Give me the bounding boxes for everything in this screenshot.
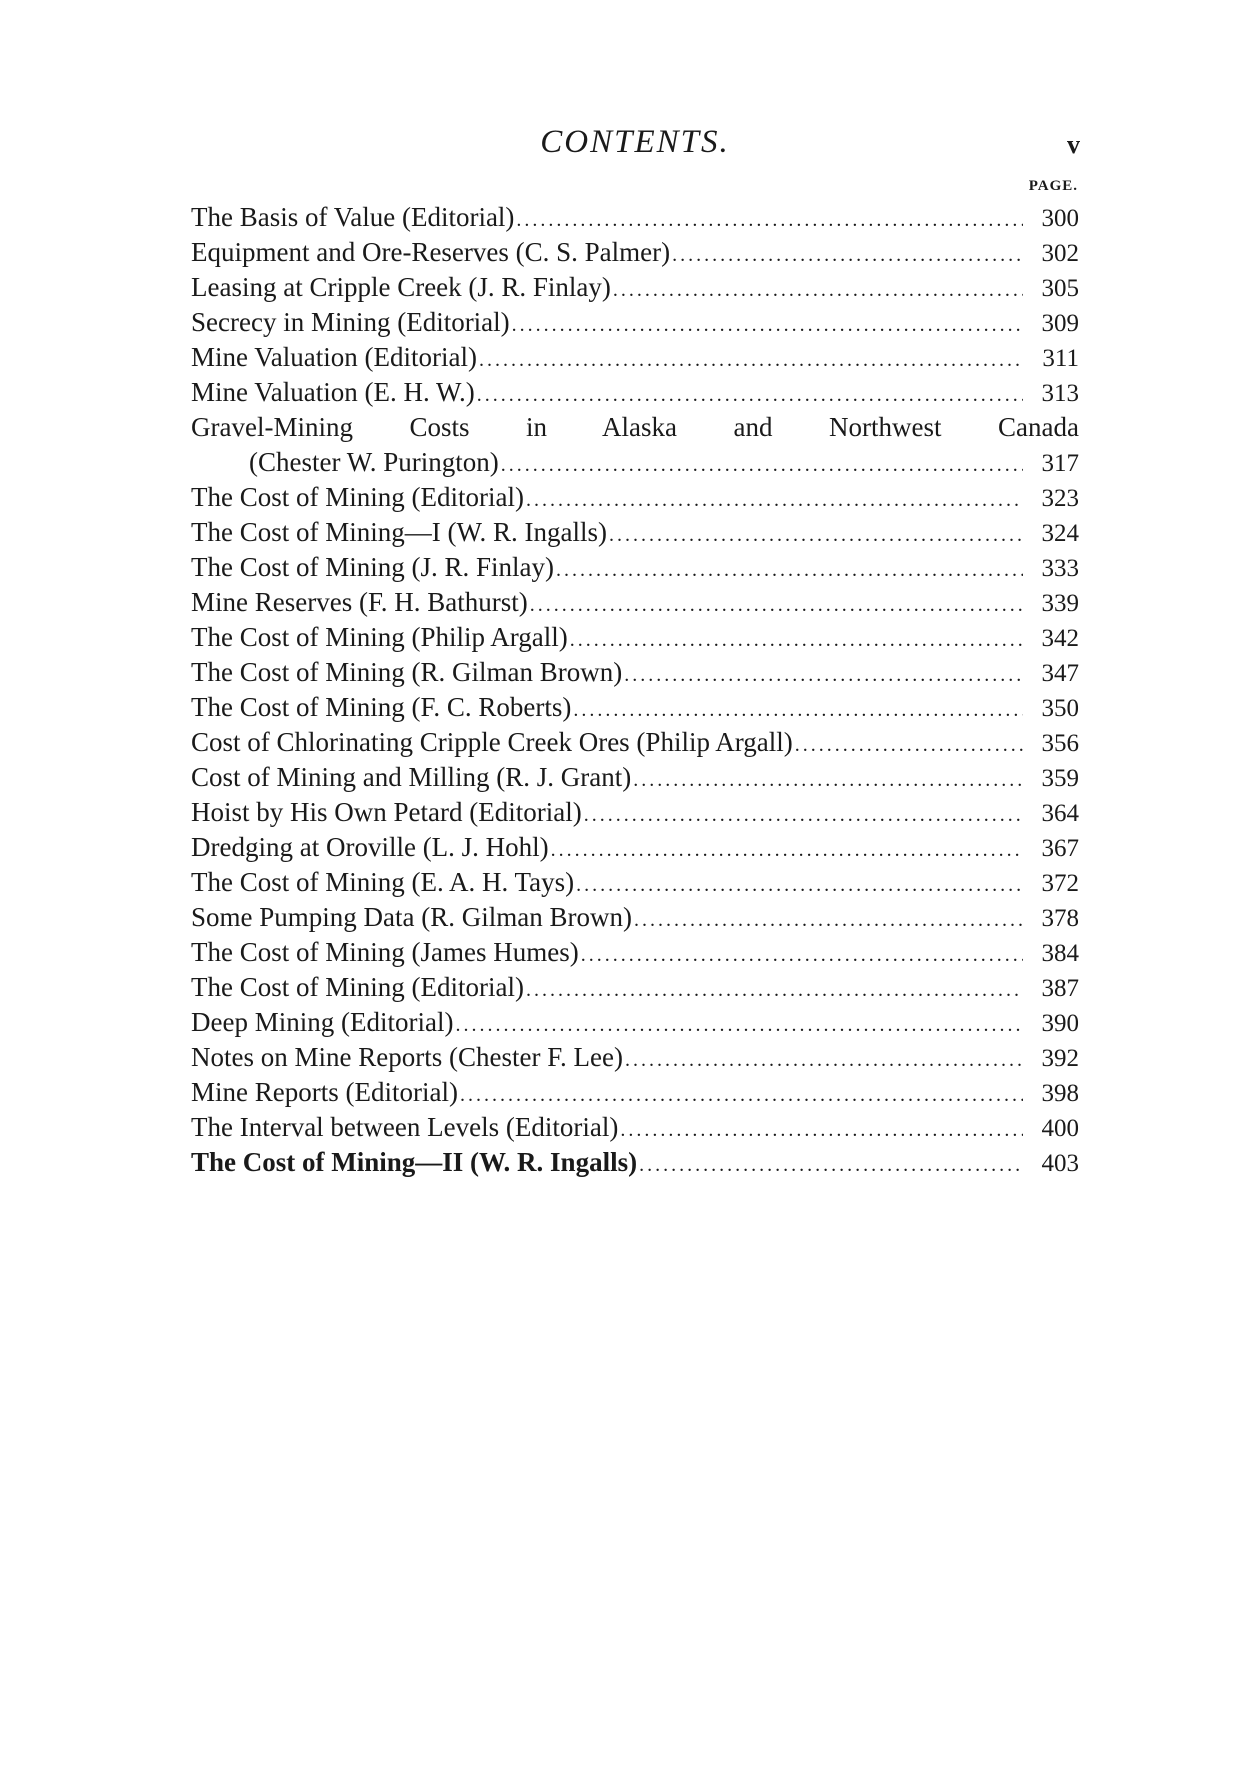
toc-entry-page: 350 (1041, 695, 1079, 722)
dot-leader (639, 1148, 1023, 1183)
toc-entry-page: 400 (1041, 1115, 1079, 1142)
dot-leader (573, 693, 1023, 728)
toc-entry-title: The Cost of Mining—I (W. R. Ingalls) (191, 517, 607, 547)
toc-entry-page: 392 (1041, 1045, 1079, 1072)
dot-leader (672, 238, 1023, 273)
toc-entry (191, 690, 1079, 725)
toc-entry-page: 364 (1041, 800, 1079, 827)
table-of-contents (191, 200, 1079, 1180)
toc-entry-title: Secrecy in Mining (Editorial) (191, 307, 510, 337)
toc-entry-page: 323 (1041, 485, 1079, 512)
toc-entry-title: Mine Valuation (E. H. W.) (191, 377, 475, 407)
toc-entry-page: 300 (1041, 205, 1079, 232)
dot-leader (455, 1008, 1023, 1043)
toc-entry-title: Dredging at Oroville (L. J. Hohl) (191, 832, 549, 862)
toc-entry-title: The Cost of Mining (F. C. Roberts) (191, 692, 572, 722)
toc-entry (191, 935, 1079, 970)
toc-entry-page: 324 (1041, 520, 1079, 547)
toc-entry-page: 403 (1041, 1150, 1079, 1177)
toc-entry-title: Deep Mining (Editorial) (191, 1007, 454, 1037)
toc-entry (191, 480, 1079, 515)
toc-entry-title: Equipment and Ore-Reserves (C. S. Palmer) (191, 237, 671, 267)
toc-entry-page: 302 (1041, 240, 1079, 267)
dot-leader (625, 1043, 1023, 1078)
toc-entry-title: (Chester W. Purington) (249, 447, 499, 477)
toc-entry (191, 200, 1079, 235)
toc-entry-page: 313 (1041, 380, 1079, 407)
toc-entry-page: 309 (1041, 310, 1079, 337)
toc-entry (191, 760, 1079, 795)
toc-entry-page: 311 (1042, 345, 1079, 372)
toc-entry (191, 970, 1079, 1005)
toc-entry (191, 795, 1079, 830)
toc-entry-title: The Cost of Mining (Editorial) (191, 482, 524, 512)
dot-leader (609, 518, 1023, 553)
toc-entry-title: The Cost of Mining (Editorial) (191, 972, 524, 1002)
toc-entry-title: Notes on Mine Reports (Chester F. Lee) (191, 1042, 623, 1072)
toc-entry (191, 830, 1079, 865)
toc-entry (191, 1005, 1079, 1040)
toc-entry (191, 340, 1079, 375)
dot-leader (795, 728, 1023, 763)
toc-entry (191, 1040, 1079, 1075)
dot-leader (477, 378, 1023, 413)
toc-entry (191, 235, 1079, 270)
toc-entry-title: Leasing at Cripple Creek (J. R. Finlay) (191, 272, 611, 302)
dot-leader (570, 623, 1023, 658)
dot-leader (584, 798, 1023, 833)
page-number: v (1067, 130, 1080, 159)
toc-entry-title: The Cost of Mining (J. R. Finlay) (191, 552, 554, 582)
toc-entry-page: 367 (1041, 835, 1079, 862)
dot-leader (501, 448, 1023, 483)
page-column-label: PAGE. (1028, 178, 1078, 194)
toc-entry (191, 1145, 1079, 1180)
toc-entry (191, 865, 1079, 900)
toc-entry (191, 1110, 1079, 1145)
toc-entry-page: 333 (1041, 555, 1079, 582)
dot-leader (526, 973, 1023, 1008)
toc-entry-title: Cost of Mining and Milling (R. J. Grant) (191, 762, 632, 792)
toc-entry-title: The Interval between Levels (Editorial) (191, 1112, 619, 1142)
toc-entry-line (191, 410, 1079, 445)
toc-entry-title: The Cost of Mining (James Humes) (191, 937, 579, 967)
toc-entry-title: Hoist by His Own Petard (Editorial) (191, 797, 582, 827)
dot-leader (634, 903, 1023, 938)
running-head (190, 124, 1080, 164)
toc-entry-title: The Basis of Value (Editorial) (191, 202, 515, 232)
toc-entry (191, 655, 1079, 690)
dot-leader (556, 553, 1023, 588)
toc-entry (191, 620, 1079, 655)
dot-leader (576, 868, 1023, 903)
toc-entry (191, 305, 1079, 340)
dot-leader (624, 658, 1023, 693)
dot-leader (460, 1078, 1023, 1113)
toc-entry-page: 342 (1041, 625, 1079, 652)
dot-leader (479, 343, 1023, 378)
dot-leader (633, 763, 1023, 798)
toc-entry-title: The Cost of Mining—II (W. R. Ingalls) (191, 1147, 638, 1177)
toc-entry-page: 372 (1041, 870, 1079, 897)
toc-entry (191, 515, 1079, 550)
toc-entry-title: Gravel-Mining Costs in Alaska and Northwest Canada (191, 412, 1079, 442)
toc-entry-page: 387 (1041, 975, 1079, 1002)
toc-entry (191, 270, 1079, 305)
toc-entry-page: 305 (1041, 275, 1079, 302)
toc-entry-title: The Cost of Mining (Philip Argall) (191, 622, 568, 652)
dot-leader (516, 203, 1023, 238)
toc-entry-title: Mine Valuation (Editorial) (191, 342, 477, 372)
toc-entry (191, 1075, 1079, 1110)
toc-entry (191, 550, 1079, 585)
dot-leader (512, 308, 1023, 343)
toc-entry (191, 725, 1079, 760)
toc-entry (191, 585, 1079, 620)
toc-entry-page: 378 (1041, 905, 1079, 932)
toc-entry-page: 347 (1041, 660, 1079, 687)
toc-entry-page: 356 (1041, 730, 1079, 757)
toc-entry-page: 317 (1041, 450, 1079, 477)
toc-entry-title: Cost of Chlorinating Cripple Creek Ores (Philip Argall) (191, 727, 793, 757)
toc-entry-page: 339 (1041, 590, 1079, 617)
toc-entry-page: 398 (1041, 1080, 1079, 1107)
dot-leader (613, 273, 1023, 308)
toc-entry-title: The Cost of Mining (E. A. H. Tays) (191, 867, 575, 897)
dot-leader (620, 1113, 1023, 1148)
toc-entry-title: Some Pumping Data (R. Gilman Brown) (191, 902, 632, 932)
toc-entry (191, 375, 1079, 410)
toc-entry (191, 445, 1079, 480)
toc-entry-page: 390 (1041, 1010, 1079, 1037)
toc-entry-page: 384 (1041, 940, 1079, 967)
dot-leader (551, 833, 1023, 868)
dot-leader (530, 588, 1023, 623)
page-title: CONTENTS. (540, 124, 730, 160)
toc-entry-page: 359 (1041, 765, 1079, 792)
dot-leader (526, 483, 1023, 518)
toc-entry-title: Mine Reserves (F. H. Bathurst) (191, 587, 528, 617)
toc-entry-title: The Cost of Mining (R. Gilman Brown) (191, 657, 623, 687)
dot-leader (581, 938, 1023, 973)
toc-entry (191, 900, 1079, 935)
toc-entry-title: Mine Reports (Editorial) (191, 1077, 458, 1107)
